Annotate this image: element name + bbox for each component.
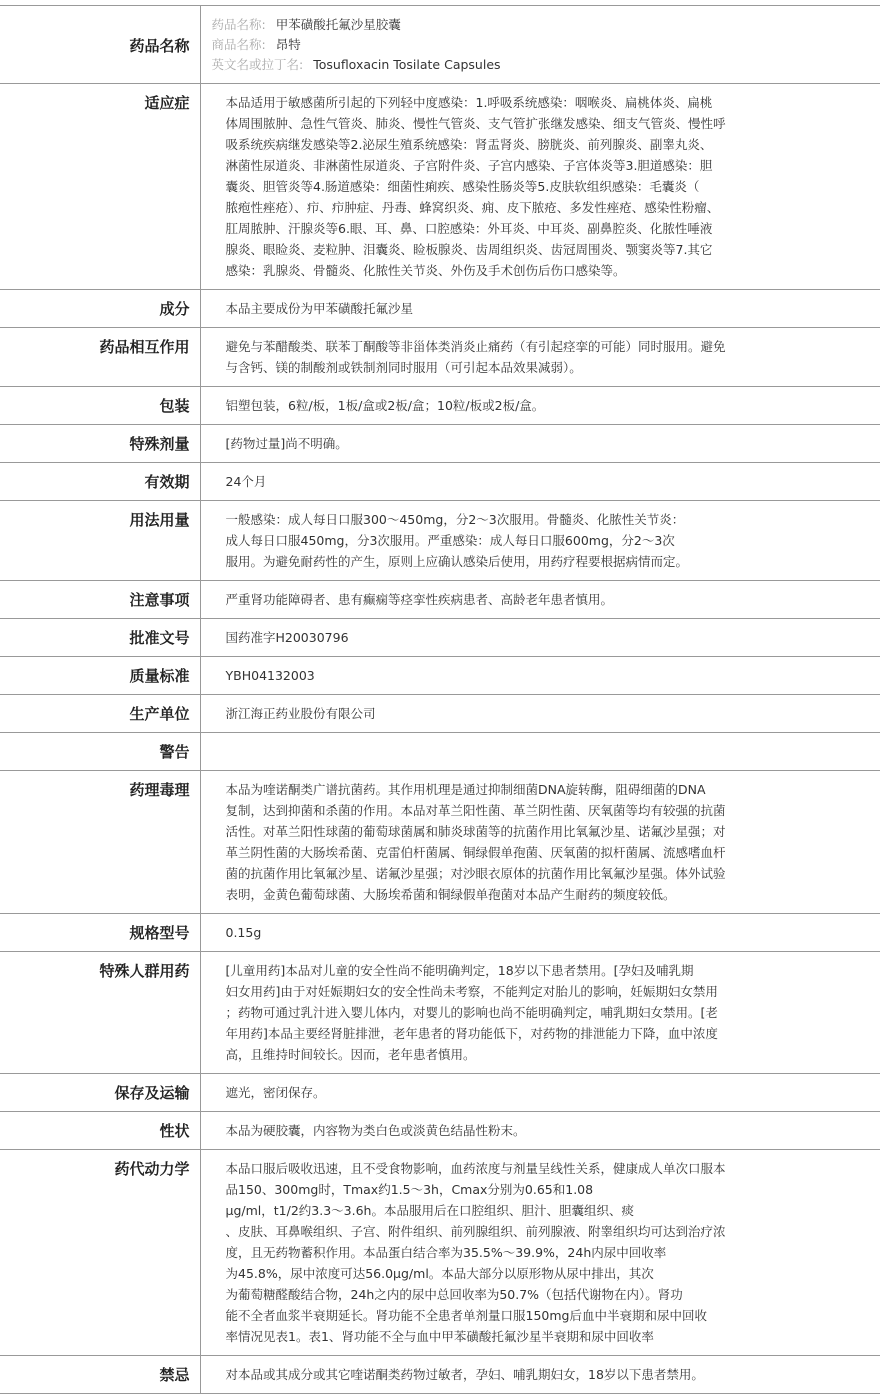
name-line-trade — [212, 35, 871, 55]
spec-row — [0, 695, 880, 733]
name-key: 英文名或拉丁名: — [211, 57, 304, 72]
row-text: 遮光，密闭保存。 — [225, 1085, 326, 1100]
spec-row — [0, 425, 880, 463]
row-text: 本品为喹诺酮类广谱抗菌药。其作用机理是通过抑制细菌DNA旋转酶，阻碍细菌的DNA 复制，达到抑菌和杀菌的作用。本品对革兰阳性菌、革兰阴性菌、厌氧菌等均有较强的抗菌 活性。对革兰阳性球菌的葡萄球菌属和肺炎球菌等的抗菌作用比氧氟沙星、诺氟沙星强；对 革兰阴性菌的大肠埃希菌、克雷伯杆菌属、铜绿假单孢菌、厌氧菌的拟杆菌属、流感嗜血杆 菌的抗菌作用比氧氟沙星、诺氟沙星强；对沙眼衣原体的抗菌作用比氧氟沙星强。体外试验 表明，金黄色葡萄球菌、大肠埃希菌和铜绿假单孢菌对本品产生耐药的频度较低。 — [225, 782, 726, 902]
spec-row — [0, 1356, 880, 1394]
row-text: 一般感染：成人每日口服300～450mg，分2～3次服用。骨髓炎、化脓性关节炎： 成人每日口服450mg，分3次服用。严重感染：成人每日口服600mg，分2～3次 服用。为避免耐药性的产生，原则上应确认感染后使用，用药疗程要根据病情而定。 — [225, 512, 689, 569]
row-label: 生产单位 — [0, 695, 200, 733]
row-value — [200, 657, 880, 695]
name-value: 昂特 — [275, 37, 301, 52]
spec-row — [0, 771, 880, 914]
row-label: 成分 — [0, 290, 200, 328]
name-line-generic — [212, 15, 871, 35]
spec-row — [0, 914, 880, 952]
spec-row — [0, 581, 880, 619]
spec-row — [0, 463, 880, 501]
row-text: YBH04132003 — [225, 668, 315, 683]
row-label: 适应症 — [0, 84, 200, 290]
name-key: 商品名称: — [211, 37, 266, 52]
row-label: 批准文号 — [0, 619, 200, 657]
row-text: 本品为硬胶囊，内容物为类白色或淡黄色结晶性粉末。 — [225, 1123, 526, 1138]
row-value — [200, 1112, 880, 1150]
spec-row — [0, 1150, 880, 1356]
row-text: 0.15g — [225, 925, 262, 940]
spec-row — [0, 733, 880, 771]
row-label: 药理毒理 — [0, 771, 200, 914]
spec-row — [0, 952, 880, 1074]
row-label: 保存及运输 — [0, 1074, 200, 1112]
row-value — [200, 695, 880, 733]
row-value — [200, 619, 880, 657]
name-key: 药品名称: — [211, 17, 266, 32]
row-label: 包装 — [0, 387, 200, 425]
row-value — [200, 290, 880, 328]
row-value — [200, 501, 880, 581]
row-label: 注意事项 — [0, 581, 200, 619]
row-value — [200, 1356, 880, 1394]
row-value — [200, 425, 880, 463]
row-value — [200, 328, 880, 387]
spec-row — [0, 619, 880, 657]
row-value — [200, 581, 880, 619]
spec-row — [0, 657, 880, 695]
row-value — [200, 1074, 880, 1112]
row-text: 本品口服后吸收迅速，且不受食物影响，血药浓度与剂量呈线性关系，健康成人单次口服本 品150、300mg时，Tmax约1.5～3h，Cmax分别为0.65和1.08 μg/ml，t1/2约3.3～3.6h。本品服用后在口腔组织、胆汁、胆囊组织、痰 、皮肤、耳鼻喉组织、子宫、附件组织、前列腺组织、前列腺液、附睾组织均可达到治疗浓 度，且无药物蓄积作用。本品蛋白结合率为35.5%～39.9%，24h内尿中回收率 为45.8%，尿中浓度可达56.0μg/ml。本品大部分以原形物从尿中排出，其次 为葡萄糖醛酸结合物，24h之内的尿中总回收率为50.7%（包括代谢物在内）。肾功 能不全者血浆半衰期延长。肾功能不全患者单剂量口服150mg后血中半衰期和尿中回收 率情况见表1。表1、肾功能不全与血中甲苯磺酸托氟沙星半衰期和尿中回收率 — [225, 1161, 726, 1344]
row-text: [儿童用药]本品对儿童的安全性尚不能明确判定，18岁以下患者禁用。[孕妇及哺乳期 妇女用药]由于对妊娠期妇女的安全性尚未考察，不能判定对胎儿的影响，妊娠期妇女禁用 ；药物可通过乳汁进入婴儿体内，对婴儿的影响也尚不能明确判定，哺乳期妇女禁用。[老 年用药]本品主要经肾脏排泄，老年患者的肾功能低下，对药物的排泄能力下降，血中浓度 高，且维持时间较长。因而，老年患者慎用。 — [225, 963, 718, 1062]
row-value — [200, 914, 880, 952]
row-label: 药品相互作用 — [0, 328, 200, 387]
row-text: 严重肾功能障碍者、患有癫痫等痉挛性疾病患者、高龄老年患者慎用。 — [225, 592, 614, 607]
name-value: Tosufloxacin Tosilate Capsules — [313, 57, 501, 72]
name-line-english — [212, 55, 871, 75]
row-label: 警告 — [0, 733, 200, 771]
row-text: 本品适用于敏感菌所引起的下列轻中度感染：1.呼吸系统感染：咽喉炎、扁桃体炎、扁桃 体周围脓肿、急性气管炎、肺炎、慢性气管炎、支气管扩张继发感染、细支气管炎、慢性呼 吸系统疾病继发感染等2.泌尿生殖系统感染：肾盂肾炎、膀胱炎、前列腺炎、副睾丸炎、 淋菌性尿道炎、非淋菌性尿道炎、子宫附件炎、子宫内感染、子宫体炎等3.胆道感染：胆 囊炎、胆管炎等4.肠道感染：细菌性痢疾、感染性肠炎等5.皮肤软组织感染：毛囊炎（ 脓疱性痤疮）、疖、疖肿症、丹毒、蜂窝织炎、痈、皮下脓疮、多发性痤疮、感染性粉瘤、 肛周脓肿、汗腺炎等6.眼、耳、鼻、口腔感染：外耳炎、中耳炎、副鼻腔炎、化脓性唾液 腺炎、眼睑炎、麦粒肿、泪囊炎、睑板腺炎、齿周组织炎、齿冠周围炎、颚窦炎等7.其它 感染：乳腺炎、骨髓炎、化脓性关节炎、外伤及手术创伤后伤口感染等。 — [225, 95, 726, 278]
row-label: 性状 — [0, 1112, 200, 1150]
row-text — [226, 741, 791, 762]
row-drug-name — [0, 6, 880, 84]
name-block — [200, 6, 880, 84]
row-label: 有效期 — [0, 463, 200, 501]
spec-row — [0, 387, 880, 425]
row-label: 质量标准 — [0, 657, 200, 695]
row-text: 对本品或其成分或其它喹诺酮类药物过敏者，孕妇、哺乳期妇女，18岁以下患者禁用。 — [225, 1367, 704, 1382]
row-label: 药品名称 — [0, 6, 200, 84]
row-text: 24个月 — [225, 474, 267, 489]
name-value: 甲苯磺酸托氟沙星胶囊 — [275, 17, 401, 32]
spec-row — [0, 290, 880, 328]
row-label: 药代动力学 — [0, 1150, 200, 1356]
row-label: 特殊人群用药 — [0, 952, 200, 1074]
row-text: 本品主要成份为甲苯磺酸托氟沙星 — [225, 301, 414, 316]
row-text: [药物过量]尚不明确。 — [225, 436, 348, 451]
spec-row — [0, 1074, 880, 1112]
spec-row — [0, 84, 880, 290]
spec-row — [0, 328, 880, 387]
spec-row — [0, 1112, 880, 1150]
row-value — [200, 733, 880, 771]
spec-row — [0, 501, 880, 581]
row-text: 国药准字H20030796 — [225, 630, 349, 645]
row-value — [200, 952, 880, 1074]
row-value — [200, 387, 880, 425]
row-value — [200, 1150, 880, 1356]
row-label: 特殊剂量 — [0, 425, 200, 463]
drug-spec-table — [0, 5, 880, 1394]
row-text: 浙江海正药业股份有限公司 — [225, 706, 376, 721]
row-value — [200, 771, 880, 914]
row-label: 禁忌 — [0, 1356, 200, 1394]
row-value — [200, 84, 880, 290]
row-text: 避免与苯醋酸类、联苯丁酮酸等非甾体类消炎止痛药（有引起痉挛的可能）同时服用。避免 与含钙、镁的制酸剂或铁制剂同时服用（可引起本品效果减弱）。 — [225, 339, 726, 375]
row-text: 铝塑包装，6粒/板，1板/盒或2板/盒；10粒/板或2板/盒。 — [225, 398, 545, 413]
row-label: 用法用量 — [0, 501, 200, 581]
row-value — [200, 463, 880, 501]
row-label: 规格型号 — [0, 914, 200, 952]
